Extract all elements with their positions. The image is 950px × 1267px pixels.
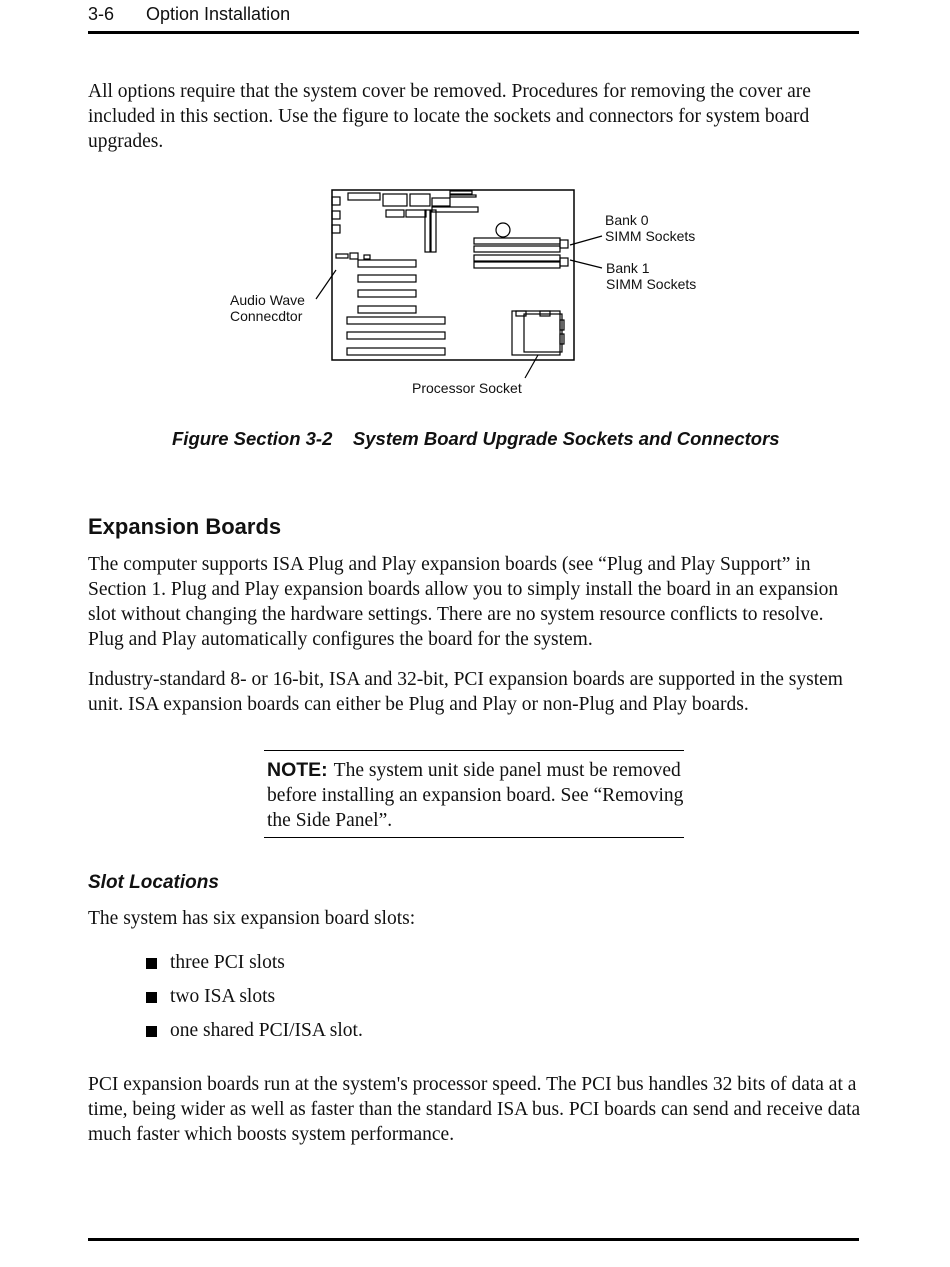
list-item bbox=[146, 946, 363, 980]
section-title: Option Installation bbox=[146, 4, 291, 24]
square-bullet-icon bbox=[146, 992, 157, 1003]
list-item bbox=[146, 980, 363, 1014]
slot-locations-heading: Slot Locations bbox=[88, 872, 219, 893]
audio-connector-label: Audio Wave Connecdtor bbox=[230, 292, 305, 324]
page-number: 3-6 bbox=[88, 4, 115, 24]
bank1-label: Bank 1 SIMM Sockets bbox=[606, 260, 697, 292]
note-text: The system unit side panel must be removed before installing an expansion board. See “Removing the Side Panel”. bbox=[267, 760, 684, 831]
slot-list bbox=[146, 946, 363, 1048]
expansion-paragraph-1: The computer supports ISA Plug and Play expansion boards (see “Plug and Play Support” in Section 1. Plug and Play expansion boards allow you to simply install the board in an expansion slot without changing the hardware settings. There are no system resource conflicts to resolve. Plug and Play automatically configures the board for the system. bbox=[88, 554, 839, 650]
list-item bbox=[146, 1014, 363, 1048]
square-bullet-icon bbox=[146, 958, 157, 969]
square-bullet-icon bbox=[146, 1026, 157, 1037]
system-board-figure bbox=[200, 180, 760, 410]
list-item-text: two ISA slots bbox=[170, 986, 276, 1007]
note-body bbox=[267, 758, 684, 833]
note-box bbox=[264, 750, 684, 838]
footer-rule bbox=[88, 1238, 859, 1241]
expansion-paragraph-2: Industry-standard 8- or 16-bit, ISA and 32-bit, PCI expansion boards are supported in the system unit. ISA expansion boards can either be Plug and Play or non-Plug and Play boards. bbox=[88, 669, 843, 715]
intro-paragraph: All options require that the system cover be removed. Procedures for removing the cover are included in this section. Use the figure to locate the sockets and connectors for system board upgrades. bbox=[88, 81, 811, 152]
expansion-boards-heading: Expansion Boards bbox=[88, 514, 282, 539]
header-rule bbox=[88, 31, 859, 34]
slots-intro: The system has six expansion board slots: bbox=[88, 908, 416, 929]
list-item-text: one shared PCI/ISA slot. bbox=[170, 1020, 363, 1041]
running-header bbox=[88, 4, 290, 25]
list-item-text: three PCI slots bbox=[170, 952, 285, 973]
figure-caption: Figure Section 3-2 System Board Upgrade Sockets and Connectors bbox=[172, 428, 780, 449]
bank0-label: Bank 0 SIMM Sockets bbox=[605, 212, 696, 244]
processor-socket-label: Processor Socket bbox=[412, 380, 522, 396]
note-label: NOTE: bbox=[267, 759, 328, 781]
pci-paragraph: PCI expansion boards run at the system's processor speed. The PCI bus handles 32 bits of data at a time, being wider as well as faster than the standard ISA bus. PCI boards can send and receive data much faster which boosts system performance. bbox=[88, 1074, 861, 1145]
